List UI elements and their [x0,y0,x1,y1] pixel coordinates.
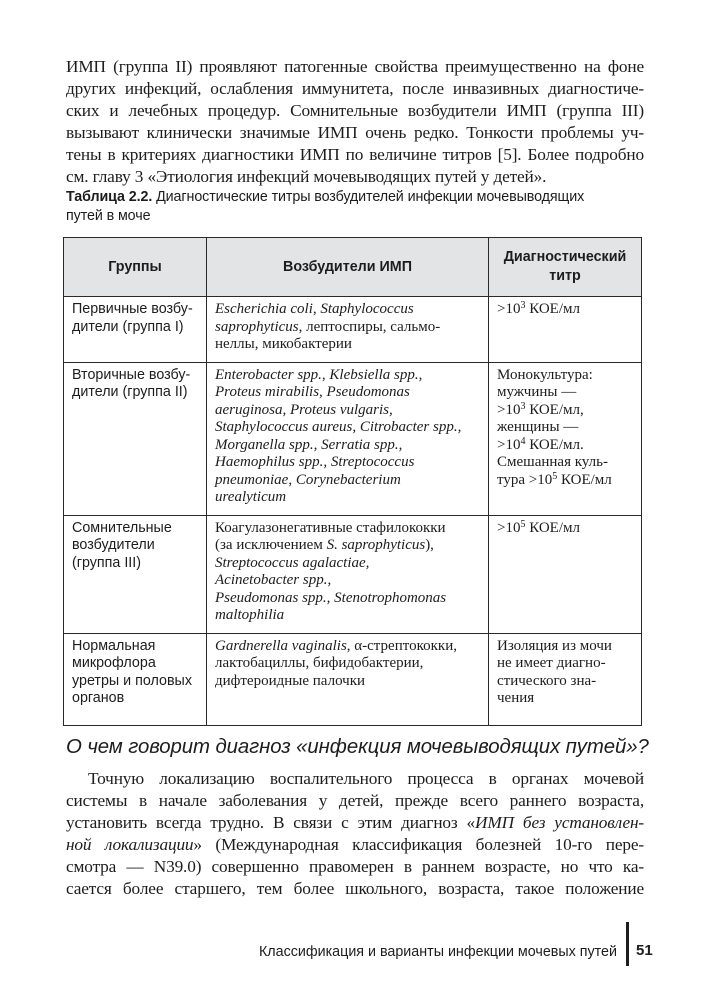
titer-cell: $>10^5$ КОЕ/мл [489,515,642,633]
table-row [64,362,642,515]
titer-cell: $>10^3$ КОЕ/мл [489,297,642,363]
table-header-row [64,238,642,297]
body-paragraph [66,768,644,900]
intro-line: других инфекций, ослабления иммунитета, после инвазивных диагностиче- [66,79,644,98]
titer-cell: Монокультура: мужчины — $>10^3$ КОЕ/мл, женщины — $>10^4$ КОЕ/мл. Смешанная куль- тура $>10^5$ КОЕ/мл [489,362,642,515]
section-heading: О чем говорит диагноз «инфекция мочевыводящих путей»? [66,736,649,758]
header-groups: Группы [64,238,207,297]
table-row [64,633,642,725]
body-line: системы в начале заболевания у детей, прежде всего раннего возраста, [66,791,644,810]
group-cell: Нормальная микрофлора уретры и половых органов [64,633,207,725]
body-line: смотра — N39.0) совершенно правомерен в раннем возрасте, но что ка- [66,857,644,876]
diagnostic-titers-table [63,237,642,726]
body-line: сается более старшего, тем более школьного, возраста, такое положение [66,879,644,898]
table-caption-text: Диагностические титры возбудителей инфекции мочевыводящих [156,189,585,205]
group-cell: Первичные возбу- дители (группа I) [64,297,207,363]
pathogens-cell: Gardnerella vaginalis, α-стрептококки, лактобациллы, бифидобактерии, дифтероидные палочки [207,633,489,725]
header-titer: Диагностический титр [489,238,642,297]
table-caption-line [66,188,644,207]
header-pathogens: Возбудители ИМП [207,238,489,297]
table-row [64,515,642,633]
pathogens-cell: Enterobacter spp., Klebsiella spp., Proteus mirabilis, Pseudomonas aeruginosa, Proteus vulgaris, Staphylococcus aureus, Citrobacter spp., Morganella spp., Serratia spp., Haemophilus spp., Streptococcus pneumoniae, Corynebacterium urealyticum [207,362,489,515]
titer-cell: Изоляция из мочи не имеет диагно- стического зна- чения [489,633,642,725]
pathogens-cell: Коагулазонегативные стафилококки (за исключением S. saprophyticus), Streptococcus agalactiae, Acinetobacter spp., Pseudomonas spp., Stenotrophomonas maltophilia [207,515,489,633]
intro-line: ИМП (группа II) проявляют патогенные свойства преимущественно на фоне [66,57,644,76]
intro-line: см. главу 3 «Этиология инфекций мочевыводящих путей у детей». [66,167,547,186]
intro-paragraph [66,56,644,188]
footer-divider [626,922,629,966]
pathogens-cell: Escherichia coli, Staphylococcus saprophyticus, лептоспиры, сальмо- неллы, микобактерии [207,297,489,363]
table-caption-label: Таблица 2.2. [66,189,153,205]
intro-line: вызывают клинически значимые ИМП очень редко. Тонкости проблемы уч- [66,123,644,142]
running-title: Классификация и варианты инфекции мочевых путей [258,944,617,960]
table-caption [66,188,644,226]
body-line: Точную локализацию воспалительного процесса в органах мочевой [88,769,644,788]
intro-line: тены в критериях диагностики ИМП по величине титров [5]. Более подробно [66,145,644,164]
group-cell: Сомнительные возбудители (группа III) [64,515,207,633]
group-cell: Вторичные возбу- дители (группа II) [64,362,207,515]
intro-line: ских и лечебных процедур. Сомнительные возбудители ИМП (группа III) [66,101,644,120]
table-row [64,297,642,363]
body-line: ной локализации» (Международная классификация болезней 10-го пере- [66,835,644,854]
body-line: установить всегда трудно. В связи с этим диагноз «ИМП без установлен- [66,813,645,832]
page-number: 51 [636,942,653,959]
table-caption-text: путей в моче [66,208,151,224]
